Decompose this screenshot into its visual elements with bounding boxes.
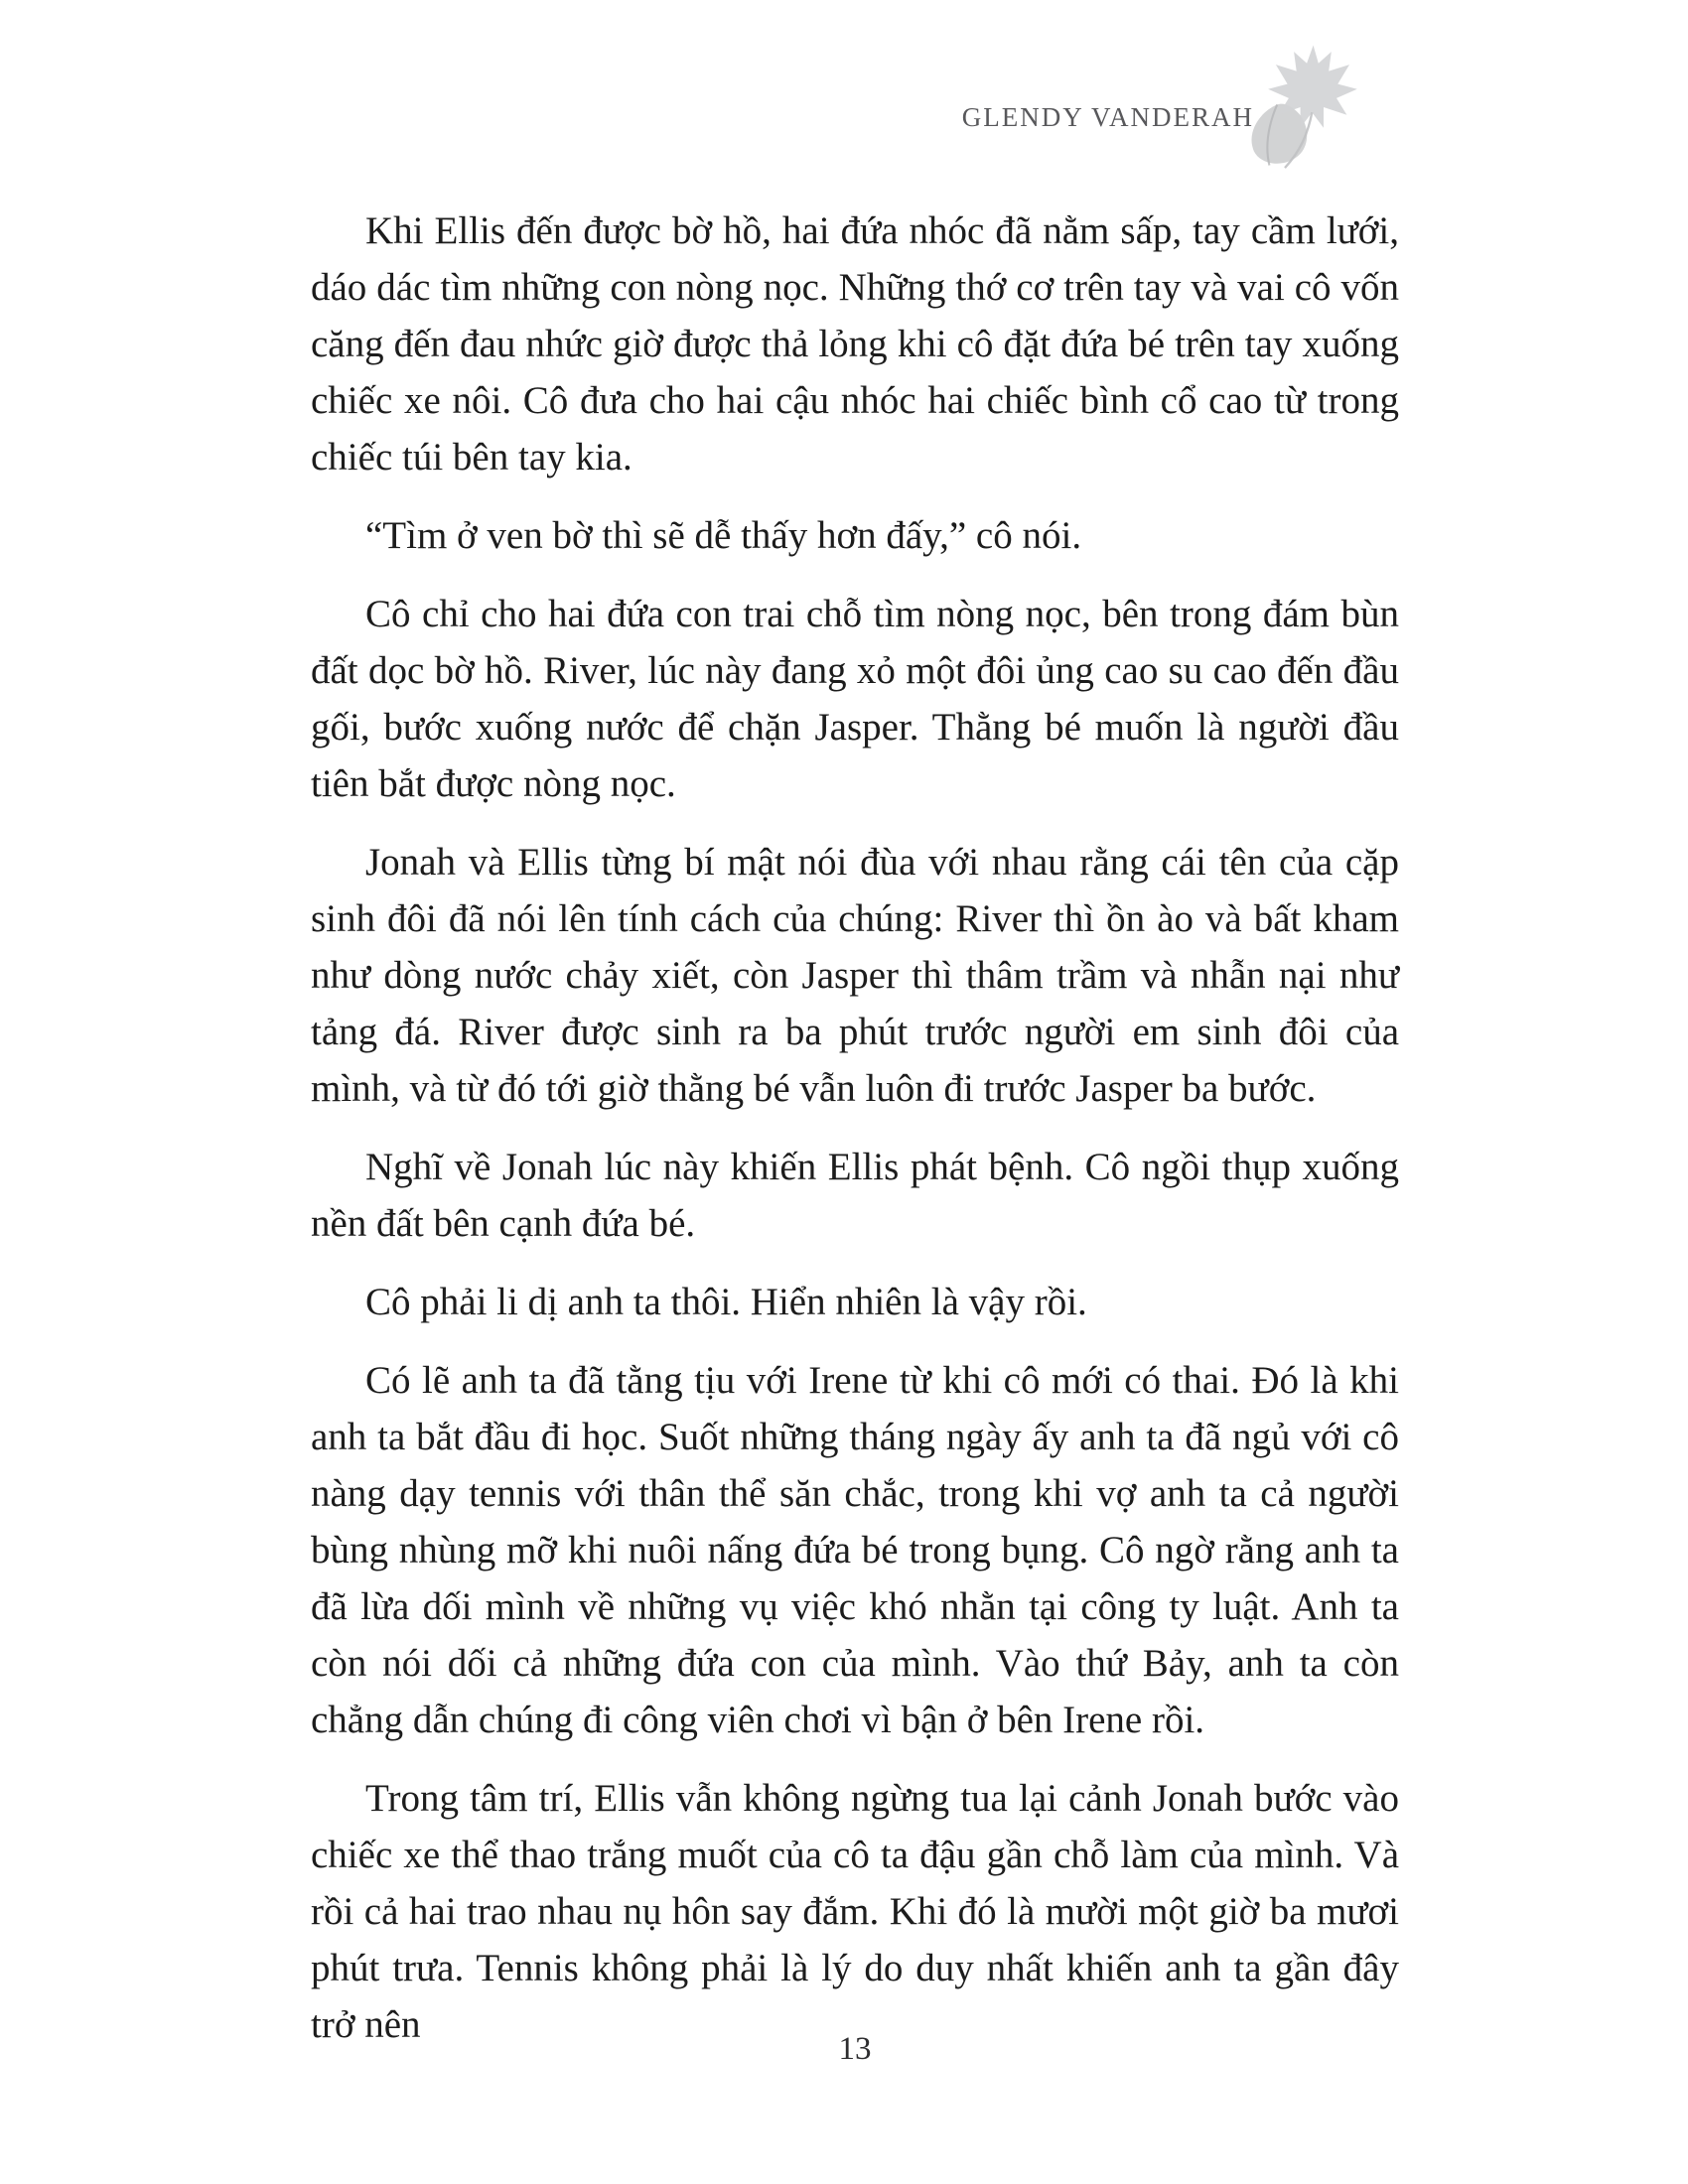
paragraph: Trong tâm trí, Ellis vẫn không ngừng tua lại cảnh Jonah bước vào chiếc xe thể thao trắng muốt của cô ta đậu gần chỗ làm của mình. Và rồi cả hai trao nhau nụ hôn say đắm. Khi đó là mười một giờ ba mươi phút trưa. Tennis không phải là lý do duy nhất khiến anh ta gần đây trở nên (311, 1777, 1399, 2046)
paragraph: Nghĩ về Jonah lúc này khiến Ellis phát bệnh. Cô ngồi thụp xuống nền đất bên cạnh đứa bé. (311, 1146, 1399, 1245)
paragraph-dialogue: “Tìm ở ven bờ thì sẽ dễ thấy hơn đấy,” cô nói. (365, 514, 1082, 557)
page-number: 13 (838, 2031, 872, 2067)
running-head-author: GLENDY VANDERAH (961, 102, 1254, 132)
paragraph: Cô chỉ cho hai đứa con trai chỗ tìm nòng nọc, bên trong đám bùn đất dọc bờ hồ. River, lúc này đang xỏ một đôi ủng cao su cao đến đầu gối, bước xuống nước để chặn Jasper. Thằng bé muốn là người đầu tiên bắt được nòng nọc. (311, 593, 1399, 805)
paragraph: Cô phải li dị anh ta thôi. Hiển nhiên là vậy rồi. (365, 1281, 1087, 1323)
maple-leaf-icon (1233, 42, 1362, 173)
paragraph: Jonah và Ellis từng bí mật nói đùa với nhau rằng cái tên của cặp sinh đôi đã nói lên tính cách của chúng: River thì ồn ào và bất kham như dòng nước chảy xiết, còn Jasper thì thâm trầm và nhẫn nại như tảng đá. River được sinh ra ba phút trước người em sinh đôi của mình, và từ đó tới giờ thằng bé vẫn luôn đi trước Jasper ba bước. (311, 841, 1399, 1110)
paragraph: Khi Ellis đến được bờ hồ, hai đứa nhóc đã nằm sấp, tay cầm lưới, dáo dác tìm những con nòng nọc. Những thớ cơ trên tay và vai cô vốn căng đến đau nhức giờ được thả lỏng khi cô đặt đứa bé trên tay xuống chiếc xe nôi. Cô đưa cho hai cậu nhóc hai chiếc bình cổ cao từ trong chiếc túi bên tay kia. (311, 209, 1399, 478)
paragraph: Có lẽ anh ta đã tằng tịu với Irene từ khi cô mới có thai. Đó là khi anh ta bắt đầu đi học. Suốt những tháng ngày ấy anh ta đã ngủ với cô nàng dạy tennis với thân thể săn chắc, trong khi vợ anh ta cả người bùng nhùng mỡ khi nuôi nấng đứa bé trong bụng. Cô ngờ rằng anh ta đã lừa dối mình về những vụ việc khó nhằn tại công ty luật. Anh ta còn nói dối cả những đứa con của mình. Vào thứ Bảy, anh ta còn chẳng dẫn chúng đi công viên chơi vì bận ở bên Irene rồi. (311, 1359, 1399, 1741)
body-text-column (311, 203, 1399, 2075)
